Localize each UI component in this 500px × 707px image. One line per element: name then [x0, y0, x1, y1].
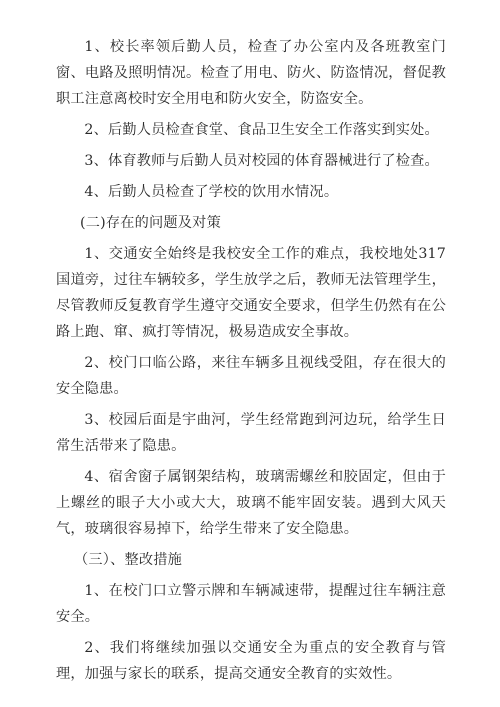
paragraph-7: 3、校园后面是宇曲河，学生经常跑到河边玩，给学生日常生活带来了隐患。 [56, 412, 446, 454]
paragraph-4: 4、后勤人员检查了学校的饮用水情况。 [84, 184, 339, 200]
paragraph-9: 1、在校门口立警示牌和车辆减速带，提醒过往车辆注意安全。 [56, 583, 446, 625]
paragraph-5: 1、交通安全始终是我校安全工作的难点，我校地处317国道旁，过往车辆较多，学生放学之后，教师无法管理学生，尽管教师反复教育学生遵守交通安全要求，但学生仍然有在公路上跑、窜、疯打等情况，极易造成安全事故。 [56, 246, 446, 340]
section-heading-measures: （三）、整改措施 [74, 552, 183, 568]
paragraph-10: 2、我们将继续加强以交通安全为重点的安全教育与管理，加强与家长的联系，提高交通安全教育的实效性。 [56, 640, 446, 682]
paragraph-3: 3、体育教师与后勤人员对校园的体育器械进行了检查。 [84, 153, 439, 169]
paragraph-2: 2、后勤人员检查食堂、食品卫生安全工作落实到实处。 [84, 122, 439, 138]
section-heading-problems: (二)存在的问题及对策 [80, 215, 221, 231]
paragraph-6: 2、校门口临公路，来往车辆多且视线受阻，存在很大的安全隐患。 [56, 355, 446, 397]
paragraph-1: 1、校长率领后勤人员，检查了办公室内及各班教室门窗、电路及照明情况。检查了用电、防火、防盗情况，督促教职工注意离校时安全用电和防火安全，防盗安全。 [56, 39, 446, 107]
paragraph-8: 4、宿舍窗子属钢架结构，玻璃需螺丝和胶固定，但由于上螺丝的眼子大小或大大，玻璃不能牢固安装。遇到大风天气，玻璃很容易掉下，给学生带来了安全隐患。 [56, 469, 446, 537]
